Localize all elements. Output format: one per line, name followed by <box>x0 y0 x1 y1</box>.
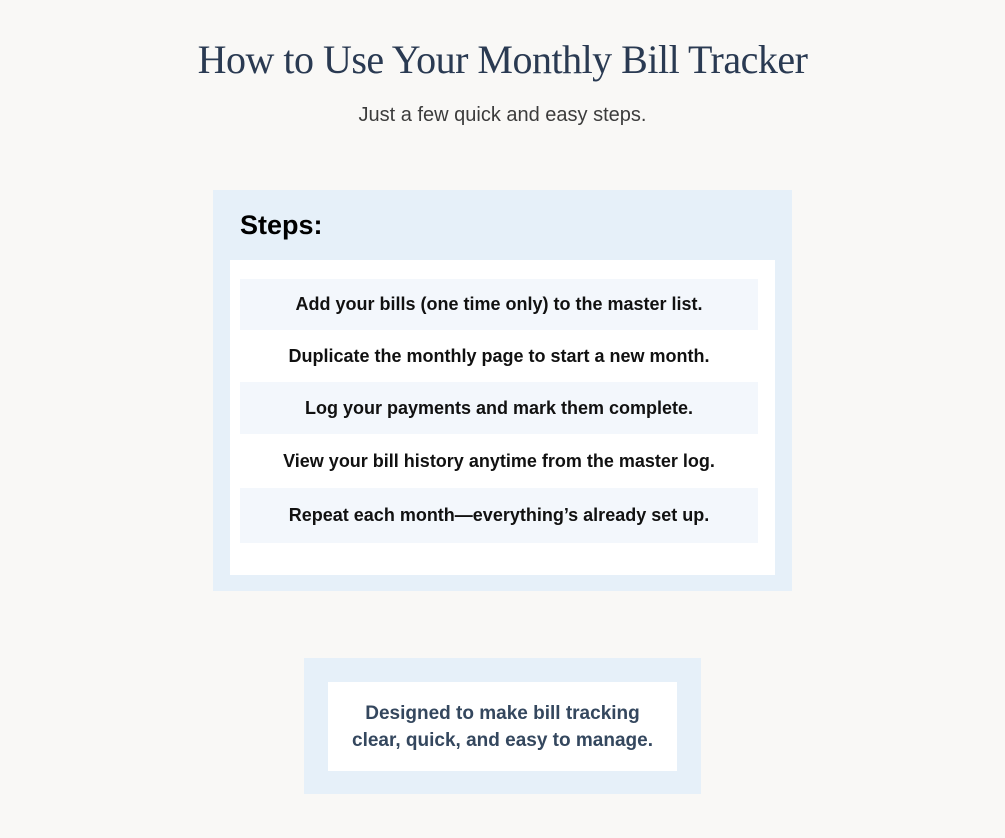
step-item-2: Duplicate the monthly page to start a new month. <box>288 345 710 366</box>
footer-panel <box>304 658 701 794</box>
page-subtitle: Just a few quick and easy steps. <box>358 104 647 126</box>
steps-heading: Steps: <box>240 210 323 240</box>
step-item-3: Log your payments and mark them complete. <box>240 382 758 434</box>
page-title: How to Use Your Monthly Bill Tracker <box>197 37 808 82</box>
step-item-5: Repeat each month—everything’s already set up. <box>240 488 758 543</box>
steps-list <box>230 260 775 575</box>
step-item-1: Add your bills (one time only) to the master list. <box>240 279 758 330</box>
steps-panel <box>213 190 792 591</box>
step-item-4: View your bill history anytime from the master log. <box>283 450 715 471</box>
footer-note <box>328 682 677 771</box>
footer-line-1: Designed to make bill tracking <box>365 702 640 724</box>
footer-line-2: clear, quick, and easy to manage. <box>352 729 653 751</box>
